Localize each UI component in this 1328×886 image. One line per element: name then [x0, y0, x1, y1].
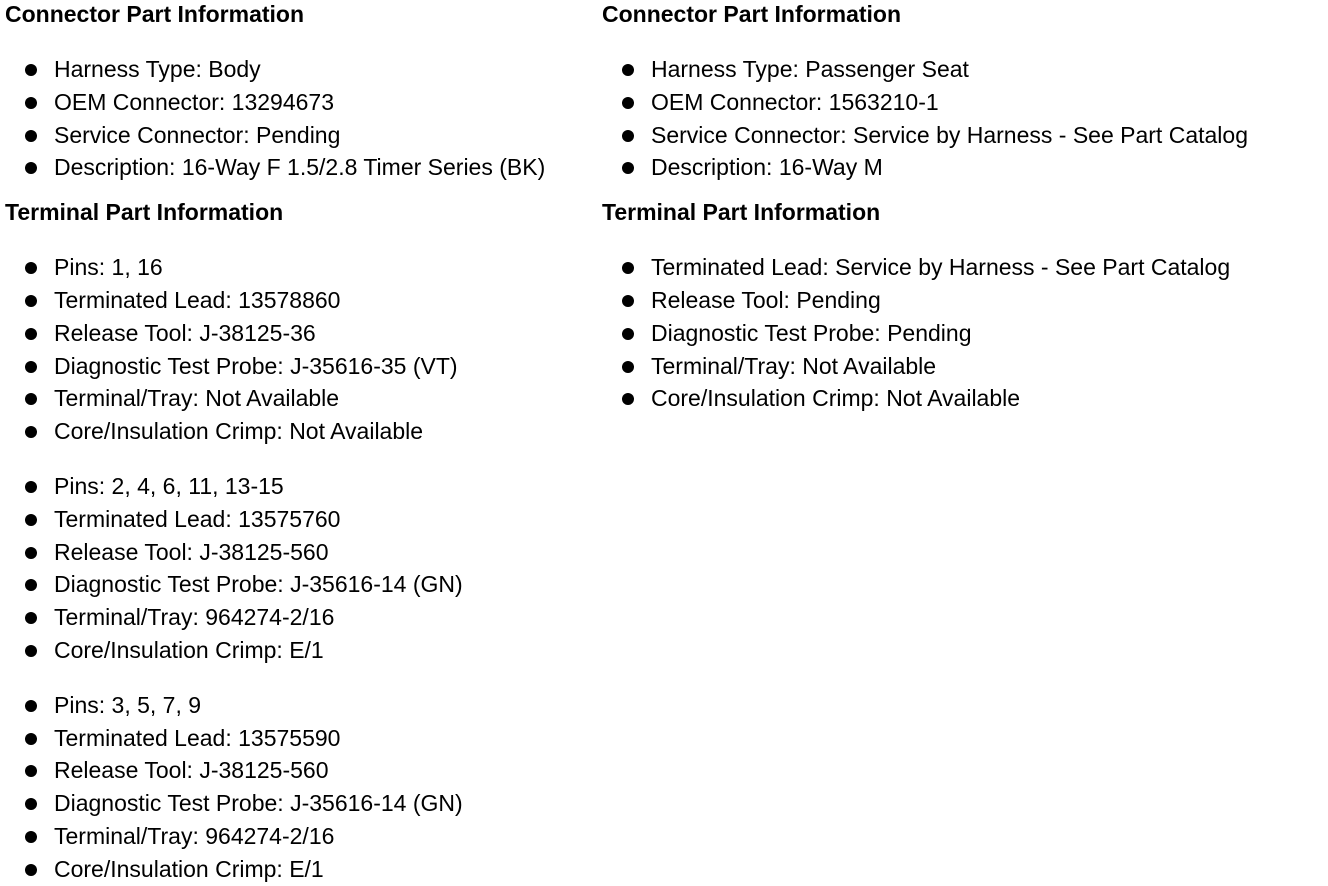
- list-item: [602, 284, 1322, 317]
- list-item: [5, 689, 595, 722]
- list-item-text: Terminated Lead: 13575590: [54, 724, 341, 751]
- list-item-text: Release Tool: J-38125-560: [54, 757, 329, 784]
- list-item-text: Service Connector: Service by Harness - See Part Catalog: [651, 121, 1248, 148]
- list-item-text: Terminated Lead: 13578860: [54, 286, 341, 313]
- list-item-text: OEM Connector: 13294673: [54, 88, 335, 115]
- bullet-icon: [622, 328, 634, 340]
- list-item-text: Service Connector: Pending: [54, 121, 341, 148]
- bullet-icon: [25, 64, 37, 76]
- list-item: [5, 382, 595, 415]
- list-item-text: Terminal/Tray: 964274-2/16: [54, 604, 335, 631]
- list-item: [5, 568, 595, 601]
- bullet-icon: [25, 831, 37, 843]
- list-item-text: Core/Insulation Crimp: Not Available: [651, 385, 1021, 412]
- bullet-icon: [25, 361, 37, 373]
- bullet-icon: [622, 64, 634, 76]
- list-item-text: OEM Connector: 1563210-1: [651, 88, 939, 115]
- list-item-text: Description: 16-Way M: [651, 154, 883, 181]
- list-item: [5, 470, 595, 503]
- bullet-icon: [25, 547, 37, 559]
- bullet-icon: [25, 481, 37, 493]
- bullet-icon: [622, 361, 634, 373]
- list-item: [5, 415, 595, 448]
- list-item: [5, 601, 595, 634]
- list-item: [5, 754, 595, 787]
- list-item-text: Release Tool: J-38125-36: [54, 319, 316, 346]
- list-item: [602, 350, 1322, 383]
- list-item-text: Pins: 1, 16: [54, 254, 163, 281]
- terminal-info-list: [602, 251, 1322, 415]
- terminal-heading: Terminal Part Information: [602, 199, 881, 226]
- list-item: [5, 53, 595, 86]
- list-item-text: Release Tool: Pending: [651, 286, 881, 313]
- bullet-icon: [25, 645, 37, 657]
- bullet-icon: [25, 864, 37, 876]
- list-item-text: Pins: 2, 4, 6, 11, 13-15: [54, 472, 284, 499]
- list-item-text: Core/Insulation Crimp: E/1: [54, 636, 324, 663]
- list-item-text: Diagnostic Test Probe: J-35616-35 (VT): [54, 352, 458, 379]
- terminal-info-list: [5, 251, 595, 448]
- bullet-icon: [622, 393, 634, 405]
- connector-info-list: [5, 53, 595, 184]
- list-item: [602, 151, 1322, 184]
- list-item: [5, 151, 595, 184]
- list-item: [5, 536, 595, 569]
- bullet-icon: [25, 514, 37, 526]
- list-item: [5, 820, 595, 853]
- list-item-text: Description: 16-Way F 1.5/2.8 Timer Series (BK): [54, 154, 546, 181]
- list-item-text: Terminal/Tray: 964274-2/16: [54, 822, 335, 849]
- bullet-icon: [25, 162, 37, 174]
- list-item: [5, 119, 595, 152]
- bullet-icon: [25, 393, 37, 405]
- list-item: [602, 251, 1322, 284]
- list-item-text: Diagnostic Test Probe: J-35616-14 (GN): [54, 790, 463, 817]
- list-item: [5, 634, 595, 667]
- list-item: [602, 53, 1322, 86]
- bullet-icon: [25, 130, 37, 142]
- list-item: [602, 86, 1322, 119]
- bullet-icon: [25, 798, 37, 810]
- list-item-text: Harness Type: Passenger Seat: [651, 56, 969, 82]
- list-item-text: Terminated Lead: 13575760: [54, 505, 341, 532]
- list-item: [5, 251, 595, 284]
- list-item-text: Release Tool: J-38125-560: [54, 538, 329, 565]
- terminal-info-list: [5, 470, 595, 667]
- list-item-text: Terminal/Tray: Not Available: [651, 352, 937, 379]
- bullet-icon: [622, 162, 634, 174]
- terminal-heading: Terminal Part Information: [5, 199, 284, 226]
- bullet-icon: [622, 295, 634, 307]
- bullet-icon: [25, 700, 37, 712]
- list-item: [5, 350, 595, 383]
- list-item: [602, 317, 1322, 350]
- bullet-icon: [25, 295, 37, 307]
- list-item-text: Diagnostic Test Probe: Pending: [651, 319, 972, 346]
- list-item: [5, 503, 595, 536]
- list-item-text: Terminated Lead: Service by Harness - See Part Catalog: [651, 254, 1231, 281]
- bullet-icon: [622, 130, 634, 142]
- left-column: [5, 0, 595, 886]
- list-item-text: Diagnostic Test Probe: J-35616-14 (GN): [54, 571, 463, 598]
- bullet-icon: [622, 262, 634, 274]
- bullet-icon: [622, 97, 634, 109]
- bullet-icon: [25, 579, 37, 591]
- list-item: [5, 284, 595, 317]
- list-item-text: Terminal/Tray: Not Available: [54, 385, 340, 412]
- list-item: [5, 722, 595, 755]
- list-item: [5, 787, 595, 820]
- connector-heading: Connector Part Information: [602, 1, 902, 27]
- bullet-icon: [25, 262, 37, 274]
- list-item: [5, 317, 595, 350]
- bullet-icon: [25, 765, 37, 777]
- bullet-icon: [25, 328, 37, 340]
- connector-heading: Connector Part Information: [5, 1, 305, 27]
- list-item-text: Harness Type: Body: [54, 56, 261, 82]
- connector-info-list: [602, 53, 1322, 184]
- list-item: [5, 853, 595, 886]
- bullet-icon: [25, 426, 37, 438]
- list-item-text: Core/Insulation Crimp: E/1: [54, 855, 324, 882]
- right-column: [602, 0, 1322, 415]
- bullet-icon: [25, 612, 37, 624]
- list-item: [602, 119, 1322, 152]
- bullet-icon: [25, 97, 37, 109]
- list-item: [602, 382, 1322, 415]
- list-item-text: Pins: 3, 5, 7, 9: [54, 691, 202, 718]
- list-item-text: Core/Insulation Crimp: Not Available: [54, 418, 424, 445]
- bullet-icon: [25, 733, 37, 745]
- terminal-info-list: [5, 689, 595, 886]
- list-item: [5, 86, 595, 119]
